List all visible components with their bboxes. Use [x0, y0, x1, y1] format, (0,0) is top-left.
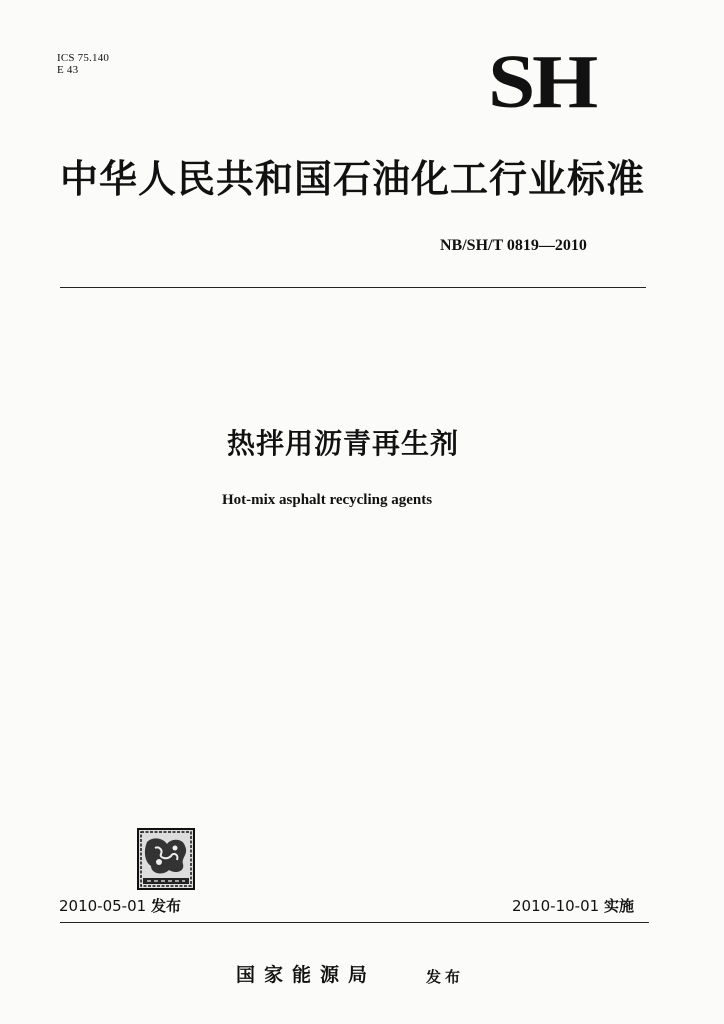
document-title-en [0, 490, 724, 510]
implement-label: 实施 [603, 897, 634, 915]
implement-date-line [512, 896, 634, 916]
ccs-code: E 43 [57, 64, 79, 76]
document-title-zh-text: 热拌用沥青再生剂 [226, 427, 459, 460]
publisher-name: 国家能源局 [236, 964, 377, 986]
publisher-seal-icon [137, 828, 195, 890]
header-divider [60, 287, 646, 288]
issue-date-line [59, 896, 181, 916]
footer-divider [60, 922, 649, 923]
standard-number: NB/SH/T 0819—2010 [440, 237, 587, 254]
implement-date: 2010-10-01 [512, 897, 600, 915]
ics-code: ICS 75.140 [57, 52, 110, 64]
issue-date: 2010-05-01 [59, 897, 147, 915]
issue-label: 发布 [150, 897, 181, 915]
document-title-zh [0, 424, 724, 464]
publish-label: 发布 [426, 968, 465, 986]
document-title-en-text: Hot-mix asphalt recycling agents [221, 492, 433, 508]
org-title: 中华人民共和国石油化工行业标准 [60, 157, 646, 201]
classification-codes [57, 52, 109, 76]
sh-logo: SH [488, 40, 595, 124]
